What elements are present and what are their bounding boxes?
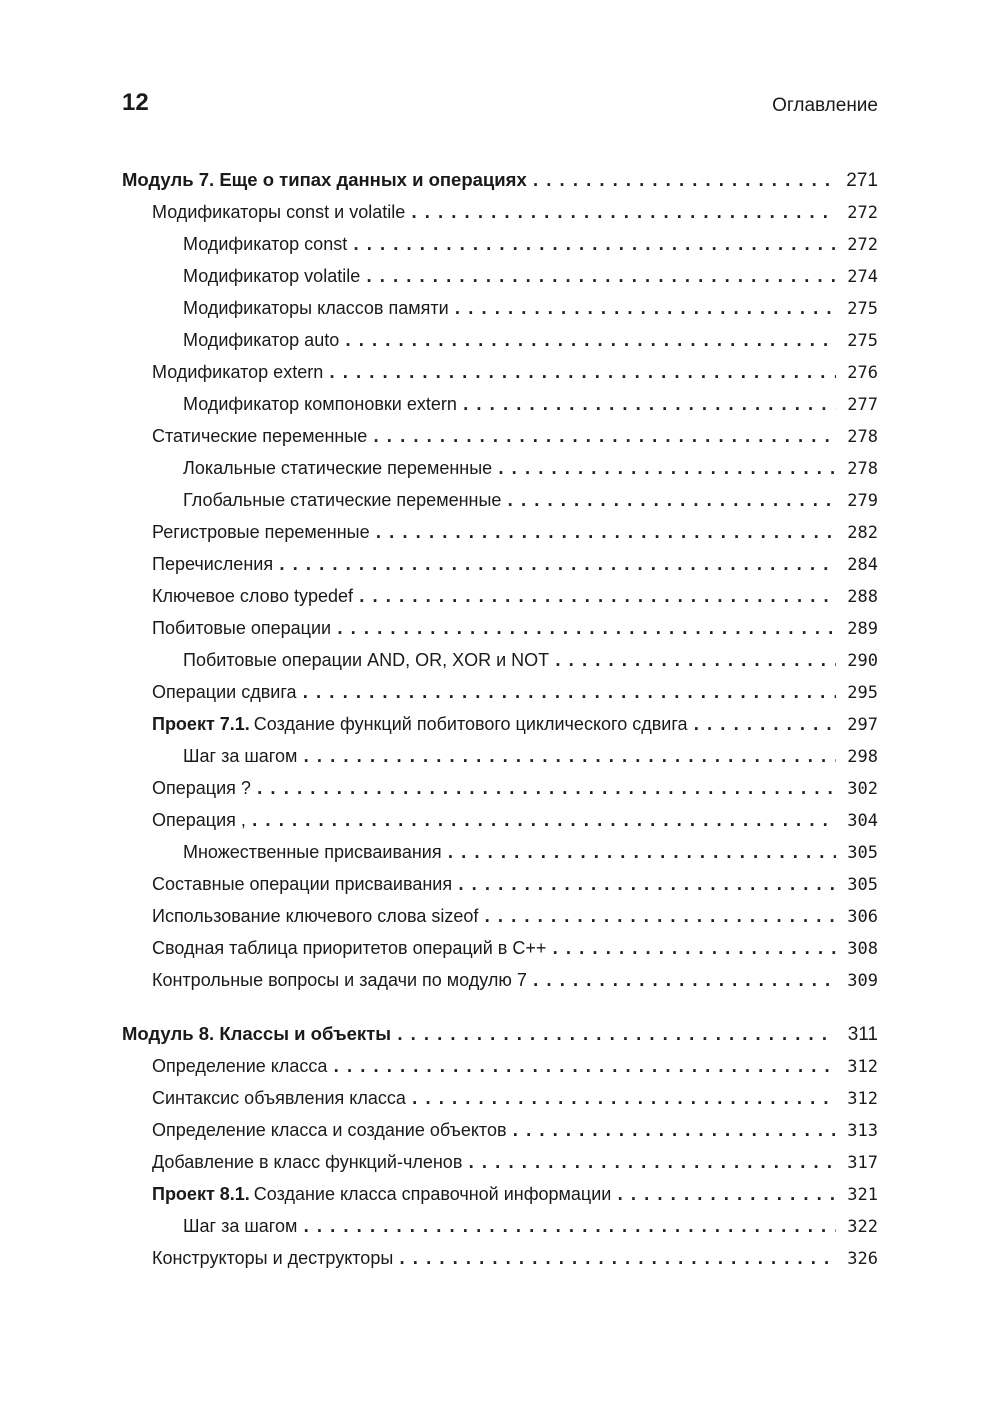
toc-page-number: 306 xyxy=(847,907,878,927)
toc-page-number: 312 xyxy=(847,1089,878,1109)
dot-leader xyxy=(297,1211,836,1242)
toc-entry-title xyxy=(122,163,527,196)
toc-entry[interactable] xyxy=(122,612,878,644)
toc-entry-text: Составные операции присваивания xyxy=(152,874,453,894)
toc-entry-text: Модификаторы const и volatile xyxy=(152,202,406,222)
toc-entry[interactable] xyxy=(122,1210,878,1242)
toc-entry-title xyxy=(152,708,688,740)
dot-leader xyxy=(501,485,836,516)
dot-leader xyxy=(527,965,836,996)
toc-entry[interactable] xyxy=(122,420,878,452)
toc-entry-title xyxy=(152,1242,393,1274)
toc-section xyxy=(122,1017,878,1274)
toc-entry[interactable] xyxy=(122,1114,878,1146)
toc-page-number: 317 xyxy=(847,1153,878,1173)
toc-entry[interactable] xyxy=(122,1178,878,1210)
toc-entry-text: Модификатор extern xyxy=(152,362,324,382)
toc-entry-title xyxy=(152,516,370,548)
dot-leader xyxy=(367,421,836,452)
toc-entry[interactable] xyxy=(122,548,878,580)
toc-entry[interactable] xyxy=(122,1050,878,1082)
toc-page-number: 326 xyxy=(847,1249,878,1269)
toc-entry[interactable] xyxy=(122,836,878,868)
toc-entry-title xyxy=(152,900,478,932)
toc-page-number: 308 xyxy=(847,939,878,959)
toc-entry[interactable] xyxy=(122,708,878,740)
toc-entry-text: Регистровые переменные xyxy=(152,522,370,542)
toc-page-number: 289 xyxy=(847,619,878,639)
toc-entry[interactable] xyxy=(122,1242,878,1274)
project-label: Проект 8.1. xyxy=(152,1184,250,1204)
toc-entry-text: Операции сдвига xyxy=(152,682,297,702)
toc-entry-text: Модификатор const xyxy=(183,234,348,254)
toc-entry-text: Статические переменные xyxy=(152,426,368,446)
toc-page-number: 277 xyxy=(847,395,878,415)
toc-entry[interactable] xyxy=(122,484,878,516)
toc-entry[interactable] xyxy=(122,1146,878,1178)
toc-page-number: 305 xyxy=(847,843,878,863)
toc-page-number: 272 xyxy=(847,235,878,255)
toc-entry-text: Локальные статические переменные xyxy=(183,458,493,478)
toc-page-number: 274 xyxy=(847,267,878,287)
dot-leader xyxy=(370,517,836,548)
toc-entry[interactable] xyxy=(122,228,878,260)
dot-leader xyxy=(527,164,836,196)
toc-entry-title xyxy=(183,228,347,260)
toc-entry-text: Модуль 7. Еще о типах данных и операциях xyxy=(122,169,527,190)
toc-entry-text: Побитовые операции AND, OR, XOR и NOT xyxy=(183,650,550,670)
toc-entry[interactable] xyxy=(122,580,878,612)
toc-entry-text: Модификатор компоновки extern xyxy=(183,394,457,414)
toc-entry-title xyxy=(152,1146,462,1178)
dot-leader xyxy=(688,709,836,740)
toc-entry-title xyxy=(152,356,323,388)
toc-entry[interactable] xyxy=(122,740,878,772)
toc-entry-title xyxy=(152,420,367,452)
dot-leader xyxy=(611,1179,836,1210)
toc-entry[interactable] xyxy=(122,868,878,900)
toc-entry-title xyxy=(152,772,251,804)
toc-entry-text: Добавление в класс функций-членов xyxy=(152,1152,463,1172)
toc-entry-text: Перечисления xyxy=(152,554,274,574)
project-label: Проект 7.1. xyxy=(152,714,250,734)
running-header-title: Оглавление xyxy=(772,95,878,116)
toc-page-number: 305 xyxy=(847,875,878,895)
toc-entry-text: Сводная таблица приоритетов операций в C++ xyxy=(152,938,547,958)
dot-leader xyxy=(353,581,836,612)
dot-leader xyxy=(273,549,836,580)
toc-entry-title xyxy=(152,868,452,900)
toc-entry-title xyxy=(183,388,457,420)
toc-entry-title xyxy=(152,1082,406,1114)
toc-entry-title xyxy=(183,1210,297,1242)
dot-leader xyxy=(549,645,836,676)
toc-entry[interactable] xyxy=(122,516,878,548)
toc-module-heading[interactable] xyxy=(122,163,878,196)
dot-leader xyxy=(391,1018,836,1050)
dot-leader xyxy=(327,1051,836,1082)
toc-page-number: 271 xyxy=(846,170,878,191)
toc-entry[interactable] xyxy=(122,932,878,964)
toc-page-number: 321 xyxy=(847,1185,878,1205)
dot-leader xyxy=(347,229,836,260)
toc-entry-text: Глобальные статические переменные xyxy=(183,490,502,510)
dot-leader xyxy=(457,389,836,420)
toc-page-number: 322 xyxy=(847,1217,878,1237)
toc-module-heading[interactable] xyxy=(122,1017,878,1050)
dot-leader xyxy=(406,1083,836,1114)
toc-entry-title xyxy=(183,836,442,868)
dot-leader xyxy=(405,197,836,228)
toc-entry-title xyxy=(152,580,353,612)
dot-leader xyxy=(462,1147,836,1178)
toc-page-number: 309 xyxy=(847,971,878,991)
toc-entry-text: Синтаксис объявления класса xyxy=(152,1088,406,1108)
toc-entry-title xyxy=(183,292,449,324)
dot-leader xyxy=(492,453,836,484)
table-of-contents xyxy=(122,163,878,1295)
dot-leader xyxy=(339,325,836,356)
dot-leader xyxy=(331,613,836,644)
toc-entry-title xyxy=(183,452,492,484)
toc-entry-title xyxy=(152,964,527,996)
toc-entry-title xyxy=(152,1050,327,1082)
dot-leader xyxy=(442,837,836,868)
toc-entry-text: Операция , xyxy=(152,810,246,830)
toc-page-number: 288 xyxy=(847,587,878,607)
toc-entry[interactable] xyxy=(122,388,878,420)
toc-entry-title xyxy=(152,612,331,644)
toc-entry[interactable] xyxy=(122,804,878,836)
toc-page-number: 298 xyxy=(847,747,878,767)
toc-entry-title xyxy=(152,1178,611,1210)
toc-page-number: 304 xyxy=(847,811,878,831)
toc-entry-title xyxy=(152,932,546,964)
toc-entry-title xyxy=(152,196,405,228)
toc-entry-text: Контрольные вопросы и задачи по модулю 7 xyxy=(152,970,527,990)
toc-entry-text: Определение класса и создание объектов xyxy=(152,1120,507,1140)
toc-entry-text: Множественные присваивания xyxy=(183,842,442,862)
toc-entry[interactable] xyxy=(122,452,878,484)
dot-leader xyxy=(297,741,836,772)
toc-entry-title xyxy=(122,1017,391,1050)
toc-page-number: 312 xyxy=(847,1057,878,1077)
toc-entry-text: Шаг за шагом xyxy=(183,1216,298,1236)
toc-entry-text: Использование ключевого слова sizeof xyxy=(152,906,479,926)
toc-page-number: 278 xyxy=(847,459,878,479)
toc-entry-text: Создание класса справочной информации xyxy=(253,1184,612,1204)
page-number: 12 xyxy=(122,89,149,116)
toc-page-number: 284 xyxy=(847,555,878,575)
dot-leader xyxy=(507,1115,836,1146)
dot-leader xyxy=(546,933,836,964)
toc-entry-text: Модуль 8. Классы и объекты xyxy=(122,1023,392,1044)
dot-leader xyxy=(251,773,836,804)
toc-entry-title xyxy=(152,676,297,708)
toc-entry-text: Шаг за шагом xyxy=(183,746,298,766)
toc-entry-text: Модификатор volatile xyxy=(183,266,361,286)
toc-entry-title xyxy=(152,804,246,836)
dot-leader xyxy=(297,677,836,708)
toc-entry[interactable] xyxy=(122,292,878,324)
dot-leader xyxy=(246,805,836,836)
toc-page-number: 297 xyxy=(847,715,878,735)
toc-entry-text: Определение класса xyxy=(152,1056,328,1076)
toc-entry-title xyxy=(183,484,501,516)
toc-page-number: 279 xyxy=(847,491,878,511)
toc-entry-text: Модификатор auto xyxy=(183,330,340,350)
toc-page-number: 282 xyxy=(847,523,878,543)
toc-entry[interactable] xyxy=(122,644,878,676)
toc-entry[interactable] xyxy=(122,356,878,388)
toc-page-number: 311 xyxy=(847,1024,878,1045)
toc-entry-title xyxy=(183,324,339,356)
dot-leader xyxy=(323,357,836,388)
dot-leader xyxy=(452,869,836,900)
toc-page-number: 272 xyxy=(847,203,878,223)
toc-entry-text: Модификаторы классов памяти xyxy=(183,298,449,318)
dot-leader xyxy=(393,1243,836,1274)
dot-leader xyxy=(449,293,836,324)
toc-page-number: 290 xyxy=(847,651,878,671)
toc-page-number: 313 xyxy=(847,1121,878,1141)
dot-leader xyxy=(478,901,836,932)
toc-entry-text: Создание функций побитового циклического сдвига xyxy=(253,714,688,734)
toc-entry[interactable] xyxy=(122,1082,878,1114)
toc-entry[interactable] xyxy=(122,676,878,708)
toc-entry[interactable] xyxy=(122,324,878,356)
toc-page-number: 302 xyxy=(847,779,878,799)
toc-page-number: 278 xyxy=(847,427,878,447)
toc-page-number: 275 xyxy=(847,331,878,351)
toc-page-number: 275 xyxy=(847,299,878,319)
toc-entry-title xyxy=(152,548,273,580)
toc-section xyxy=(122,163,878,996)
toc-entry-title xyxy=(183,260,360,292)
toc-entry[interactable] xyxy=(122,772,878,804)
toc-entry-text: Операция ? xyxy=(152,778,251,798)
toc-entry[interactable] xyxy=(122,964,878,996)
toc-entry[interactable] xyxy=(122,196,878,228)
toc-entry-text: Ключевое слово typedef xyxy=(152,586,353,606)
toc-entry-text: Побитовые операции xyxy=(152,618,332,638)
toc-entry-title xyxy=(152,1114,507,1146)
toc-page-number: 276 xyxy=(847,363,878,383)
toc-entry-title xyxy=(183,644,549,676)
toc-entry[interactable] xyxy=(122,900,878,932)
toc-page-number: 295 xyxy=(847,683,878,703)
dot-leader xyxy=(360,261,836,292)
toc-entry-title xyxy=(183,740,297,772)
toc-entry-text: Конструкторы и деструкторы xyxy=(152,1248,394,1268)
toc-entry[interactable] xyxy=(122,260,878,292)
